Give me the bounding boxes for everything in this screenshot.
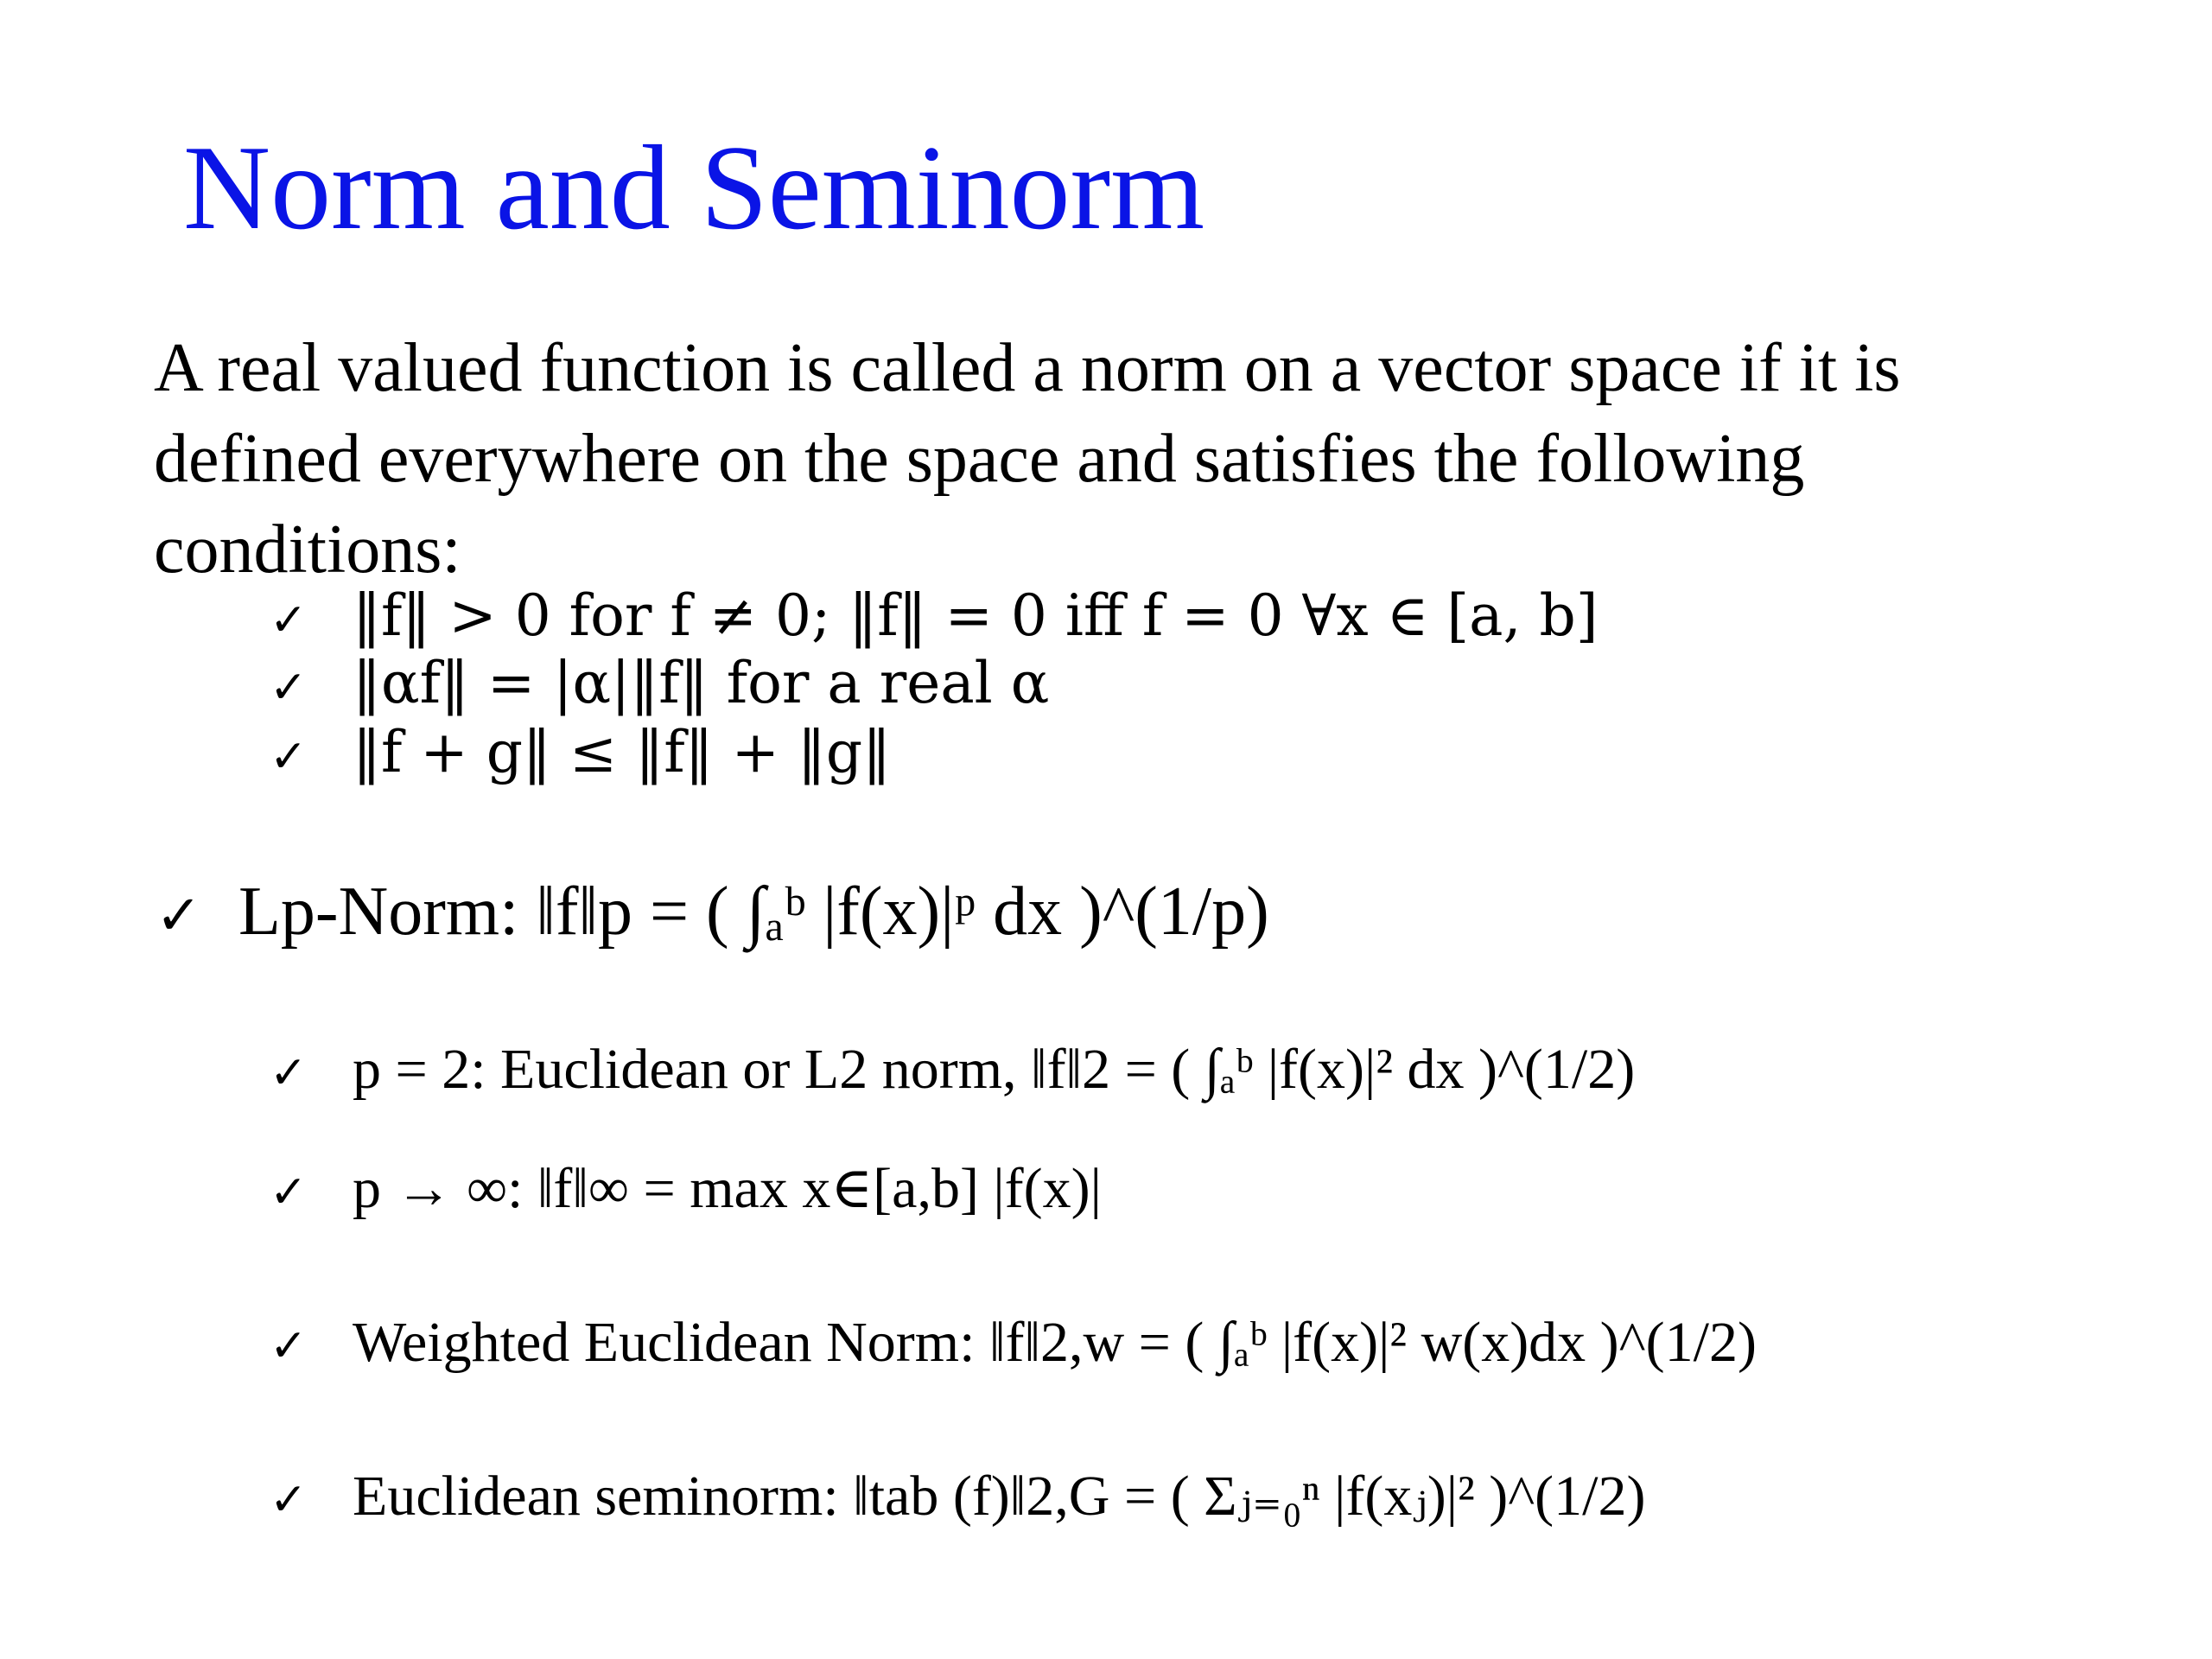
condition-text: ‖αf‖ = |α|‖f‖ for a real α	[353, 650, 1050, 716]
checkmark-icon: ✓	[270, 1166, 308, 1218]
intro-line: A real valued function is called a norm on a vector space if it is	[154, 330, 1901, 406]
case-euclidean-seminorm	[270, 1462, 1645, 1529]
checkmark-icon: ✓	[270, 731, 308, 783]
condition-text: ‖f + g‖ ≤ ‖f‖ + ‖g‖	[353, 719, 892, 785]
case-max-norm	[270, 1154, 1102, 1222]
case-text: p = 2: Euclidean or L2 norm, ‖f‖2 = ( ∫ₐᵇ |f(x)|² dx )^(1/2)	[353, 1038, 1636, 1101]
condition-positivity	[270, 582, 1598, 649]
lp-norm-formula: Lp-Norm: ‖f‖p = ( ∫ₐᵇ |f(x)|ᵖ dx )^(1/p)	[238, 874, 1269, 950]
checkmark-icon: ✓	[156, 884, 202, 948]
condition-text: ‖f‖ > 0 for f ≠ 0; ‖f‖ = 0 iff f = 0 ∀x ∈ [a, b]	[353, 582, 1599, 649]
case-weighted-euclidean-norm	[270, 1310, 1757, 1376]
intro-line: defined everywhere on the space and satisfies the following	[154, 421, 1805, 497]
checkmark-icon: ✓	[270, 662, 308, 714]
checkmark-icon: ✓	[270, 594, 308, 646]
case-text: Euclidean seminorm: ‖tab (f)‖2,G = ( Σⱼ₌₀ⁿ |f(xⱼ)|² )^(1/2)	[353, 1465, 1646, 1528]
checkmark-icon: ✓	[270, 1474, 308, 1526]
condition-homogeneity	[270, 650, 1049, 716]
slide-title: Norm and Seminorm	[183, 121, 1205, 255]
checkmark-icon: ✓	[270, 1047, 308, 1099]
case-text: Weighted Euclidean Norm: ‖f‖2,w = ( ∫ₐᵇ |f(x)|² w(x)dx )^(1/2)	[353, 1311, 1757, 1374]
intro-line: conditions:	[154, 512, 461, 588]
intro-paragraph	[154, 323, 2124, 595]
case-euclidean-norm	[270, 1037, 1635, 1103]
lp-norm-definition	[156, 873, 1269, 951]
checkmark-icon: ✓	[270, 1320, 308, 1372]
case-text: p → ∞: ‖f‖∞ = max x∈[a,b] |f(x)|	[353, 1157, 1102, 1220]
condition-triangle-inequality	[270, 719, 891, 785]
